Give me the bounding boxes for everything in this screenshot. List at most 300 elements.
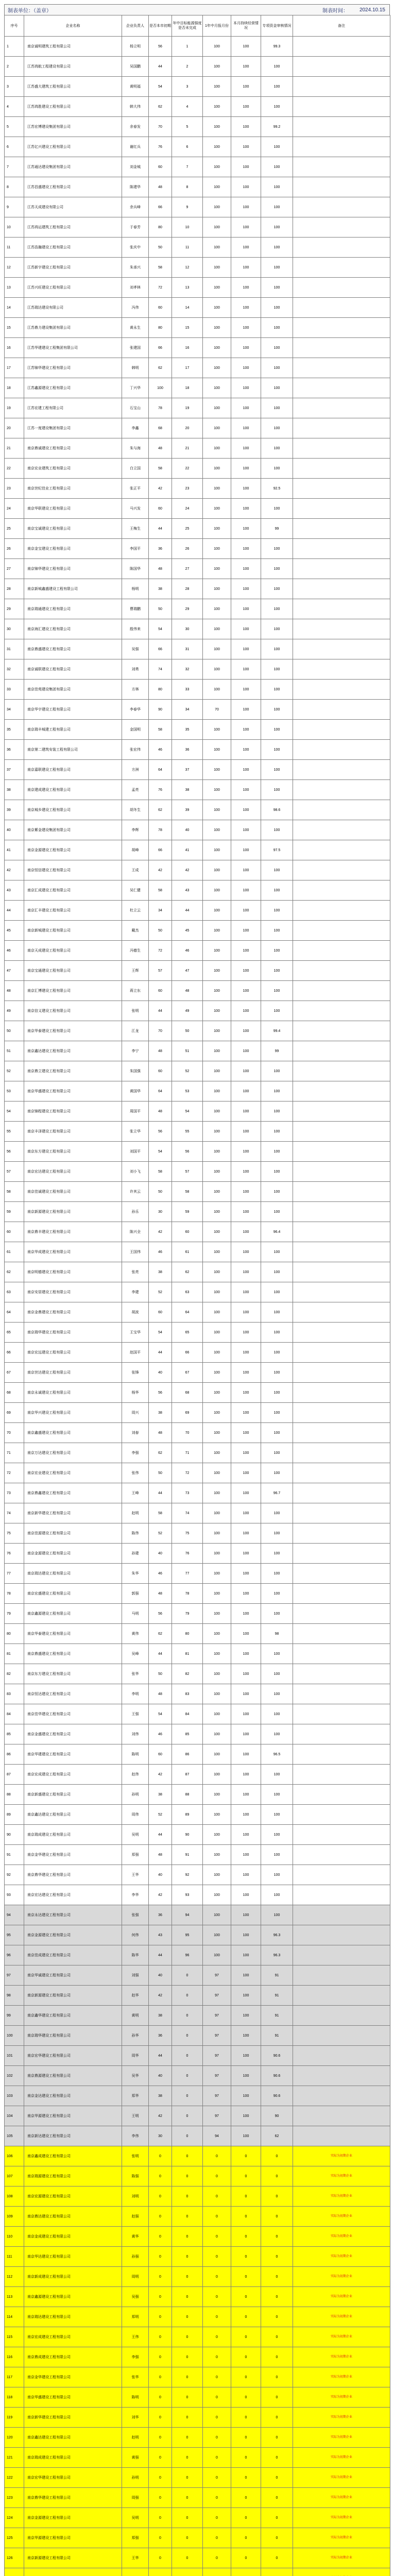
cell-a: 62 <box>149 358 172 378</box>
cell-p: 郑强 <box>122 1845 149 1865</box>
cell-no: 42 <box>5 860 24 880</box>
cell-no: 124 <box>5 2508 24 2528</box>
cell-r: 实际为初期企业 <box>293 2347 390 2367</box>
cell-c: 100 <box>203 37 231 57</box>
table-row <box>5 2387 390 2408</box>
cell-b: 69 <box>172 1403 203 1423</box>
cell-e: 0 <box>261 2166 293 2187</box>
cell-no: 110 <box>5 2227 24 2247</box>
cell-r <box>293 1483 390 1503</box>
table-row <box>5 1845 390 1865</box>
cell-r <box>293 2568 390 2576</box>
cell-c: 100 <box>203 177 231 197</box>
table-row <box>5 1363 390 1383</box>
cell-e: 0 <box>261 2327 293 2347</box>
cell-no: 62 <box>5 1262 24 1282</box>
cell-c: 100 <box>203 720 231 740</box>
table-row <box>5 2448 390 2468</box>
cell-c: 100 <box>203 1744 231 1765</box>
cell-c: 100 <box>203 1403 231 1423</box>
cell-e: 99.4 <box>261 1021 293 1041</box>
cell-a: 90 <box>149 700 172 720</box>
cell-d: 0 <box>231 2448 261 2468</box>
cell-b: 65 <box>172 1323 203 1343</box>
cell-b: 89 <box>172 1805 203 1825</box>
table-row <box>5 720 390 740</box>
table-row <box>5 1282 390 1302</box>
cell-name: 南京佳诚建设工程有限公司 <box>24 1182 122 1202</box>
cell-a: 40 <box>149 1865 172 1885</box>
cell-e: 100 <box>261 298 293 318</box>
table-row <box>5 1021 390 1041</box>
cell-r <box>293 1523 390 1544</box>
cell-c: 100 <box>203 438 231 459</box>
cell-a: 44 <box>149 1945 172 1965</box>
cell-b: 42 <box>172 860 203 880</box>
cell-r: 实际为初期企业 <box>293 2287 390 2307</box>
cell-c: 97 <box>203 2086 231 2106</box>
cell-no: 93 <box>5 1885 24 1905</box>
cell-name: 江苏新宇建设工程有限公司 <box>24 258 122 278</box>
cell-e: 100 <box>261 1383 293 1403</box>
cell-a <box>149 2568 172 2576</box>
cell-b: 95 <box>172 1925 203 1945</box>
cell-r <box>293 117 390 137</box>
cell-p: 陈建华 <box>122 177 149 197</box>
cell-d: 0 <box>231 2307 261 2327</box>
cell-name: 南京新盛建设工程有限公司 <box>24 1785 122 1805</box>
table-row <box>5 1323 390 1343</box>
cell-r <box>293 720 390 740</box>
cell-e: 100 <box>261 1644 293 1664</box>
cell-b: 23 <box>172 479 203 499</box>
cell-p: 陈明 <box>122 2387 149 2408</box>
cell-e: 100 <box>261 1845 293 1865</box>
cell-name: 南京新源建设工程有限公司 <box>24 2548 122 2568</box>
cell-no: 54 <box>5 1101 24 1122</box>
cell-name: 南京华盛建设工程有限公司 <box>24 1081 122 1101</box>
unit-label: 制表单位：（盖章） <box>8 8 52 14</box>
cell-e: 100 <box>261 820 293 840</box>
cell-b: 82 <box>172 1664 203 1684</box>
cell-e: 100 <box>261 1101 293 1122</box>
table-row <box>5 37 390 57</box>
table-row <box>5 1644 390 1664</box>
table-row <box>5 1584 390 1604</box>
cell-c: 100 <box>203 1443 231 1463</box>
cell-a: 0 <box>149 2428 172 2448</box>
cell-c: 94 <box>203 2126 231 2146</box>
cell-c: 100 <box>203 1363 231 1383</box>
cell-p: 张亮 <box>122 1262 149 1282</box>
cell-no: 58 <box>5 1182 24 1202</box>
cell-a: 36 <box>149 2026 172 2046</box>
cell-b: 71 <box>172 1443 203 1463</box>
cell-e: 100 <box>261 318 293 338</box>
cell-name: 江苏华建建设工程集团有限公司 <box>24 338 122 358</box>
cell-c: 100 <box>203 1423 231 1443</box>
cell-c: 100 <box>203 1383 231 1403</box>
cell-c: 0 <box>203 2468 231 2488</box>
table-row <box>5 2187 390 2207</box>
cell-name: 南京鼎鑫建设工程有限公司 <box>24 1483 122 1503</box>
cell-r <box>293 599 390 619</box>
cell-b: 56 <box>172 1142 203 1162</box>
cell-no: 9 <box>5 197 24 217</box>
cell-a: 60 <box>149 499 172 519</box>
cell-d: 100 <box>231 941 261 961</box>
cell-r <box>293 1001 390 1021</box>
table-row <box>5 579 390 599</box>
cell-r <box>293 800 390 820</box>
cell-d: 100 <box>231 1262 261 1282</box>
cell-d: 100 <box>231 1523 261 1544</box>
cell-d: 100 <box>231 499 261 519</box>
cell-no: 126 <box>5 2548 24 2568</box>
cell-no: 44 <box>5 901 24 921</box>
cell-c: 97 <box>203 2066 231 2086</box>
cell-d: 100 <box>231 1584 261 1604</box>
cell-name: 江苏鼎力建设集团有限公司 <box>24 318 122 338</box>
cell-p: 赵明 <box>122 1503 149 1523</box>
cell-e: 100 <box>261 57 293 77</box>
table-row <box>5 1986 390 2006</box>
cell-d: 100 <box>231 177 261 197</box>
cell-r <box>293 1122 390 1142</box>
cell-p: 黄国华 <box>122 1081 149 1101</box>
cell-d: 100 <box>231 1805 261 1825</box>
table-row <box>5 2227 390 2247</box>
table-row <box>5 2166 390 2187</box>
table-row <box>5 358 390 378</box>
cell-b: 28 <box>172 579 203 599</box>
cell-c: 100 <box>203 1945 231 1965</box>
cell-no: 65 <box>5 1323 24 1343</box>
cell-c: 0 <box>203 2367 231 2387</box>
cell-a: 44 <box>149 1001 172 1021</box>
cell-p: 王伟 <box>122 2327 149 2347</box>
cell-no: 34 <box>5 700 24 720</box>
table-row <box>5 2468 390 2488</box>
cell-c: 100 <box>203 1142 231 1162</box>
cell-a: 42 <box>149 860 172 880</box>
cell-c: 100 <box>203 318 231 338</box>
cell-a: 54 <box>149 1704 172 1724</box>
cell-c: 100 <box>203 479 231 499</box>
cell-no: 55 <box>5 1122 24 1142</box>
cell-no: 38 <box>5 780 24 800</box>
cell-r <box>293 1182 390 1202</box>
cell-a: 0 <box>149 2146 172 2166</box>
cell-p: 赵伟 <box>122 1765 149 1785</box>
cell-name: 南京瑞达建设工程有限公司 <box>24 2307 122 2327</box>
cell-d: 100 <box>231 1081 261 1101</box>
cell-a: 38 <box>149 579 172 599</box>
cell-e: 100 <box>261 1182 293 1202</box>
cell-a: 62 <box>149 1624 172 1644</box>
cell-e: 100 <box>261 1463 293 1483</box>
cell-name: 南京东方建设工程有限公司 <box>24 1664 122 1684</box>
cell-p: 李伟 <box>122 2126 149 2146</box>
cell-p: 韩大伟 <box>122 97 149 117</box>
cell-c: 100 <box>203 1523 231 1544</box>
cell-a: 0 <box>149 2488 172 2508</box>
cell-d: 0 <box>231 2146 261 2166</box>
cell-d: 100 <box>231 700 261 720</box>
cell-c: 100 <box>203 1925 231 1945</box>
col-header: 专项资金审核情况 <box>261 15 293 37</box>
cell-no: 19 <box>5 398 24 418</box>
cell-a: 80 <box>149 680 172 700</box>
cell-p: 余春发 <box>122 117 149 137</box>
cell-b: 40 <box>172 820 203 840</box>
cell-p: 杨明 <box>122 579 149 599</box>
cell-p: 吴华 <box>122 2066 149 2086</box>
cell-e: 100 <box>261 1262 293 1282</box>
cell-d: 100 <box>231 579 261 599</box>
cell-name: 江苏鸿胜建设工程有限公司 <box>24 97 122 117</box>
cell-r <box>293 1443 390 1463</box>
cell-a: 48 <box>149 1423 172 1443</box>
cell-d: 100 <box>231 1423 261 1443</box>
cell-d: 100 <box>231 1624 261 1644</box>
cell-r <box>293 2066 390 2086</box>
cell-e: 100 <box>261 1865 293 1885</box>
cell-no: 52 <box>5 1061 24 1081</box>
cell-r <box>293 438 390 459</box>
cell-c: 100 <box>203 197 231 217</box>
cell-c: 0 <box>203 2408 231 2428</box>
cell-d: 100 <box>231 659 261 680</box>
cell-r <box>293 378 390 398</box>
cell-name: 南京锦程建设工程有限公司 <box>24 1101 122 1122</box>
cell-c: 100 <box>203 539 231 559</box>
cell-e: 100 <box>261 238 293 258</box>
cell-d: 100 <box>231 599 261 619</box>
cell-no: 12 <box>5 258 24 278</box>
cell-d: 100 <box>231 137 261 157</box>
cell-no: 28 <box>5 579 24 599</box>
cell-no: 94 <box>5 1905 24 1925</box>
cell-r <box>293 619 390 639</box>
cell-b: 48 <box>172 981 203 1001</box>
cell-e: 100 <box>261 1061 293 1081</box>
cell-p: 王峰 <box>122 1483 149 1503</box>
cell-p: 周伟 <box>122 1805 149 1825</box>
cell-b: 67 <box>172 1363 203 1383</box>
cell-name: 南京金源建设工程有限公司 <box>24 2508 122 2528</box>
cell-no: 48 <box>5 981 24 1001</box>
table-row <box>5 157 390 177</box>
cell-name: 南京新城鑫盛建设工程有限公司 <box>24 579 122 599</box>
cell-name: 南京鑫达建设工程有限公司 <box>24 2428 122 2448</box>
cell-c: 100 <box>203 157 231 177</box>
cell-d: 100 <box>231 1704 261 1724</box>
cell-p: 刘伟 <box>122 1724 149 1744</box>
cell-r <box>293 639 390 659</box>
cell-e: 100 <box>261 358 293 378</box>
cell-p: 孙建 <box>122 1544 149 1564</box>
cell-a: 44 <box>149 1644 172 1664</box>
cell-c: 100 <box>203 1061 231 1081</box>
cell-b: 60 <box>172 1222 203 1242</box>
spreadsheet <box>4 4 390 2576</box>
cell-r <box>293 559 390 579</box>
table-row <box>5 1965 390 1986</box>
cell-d: 100 <box>231 459 261 479</box>
cell-r <box>293 1202 390 1222</box>
cell-e: 100 <box>261 760 293 780</box>
cell-no: 3 <box>5 77 24 97</box>
cell-c: 100 <box>203 1162 231 1182</box>
cell-r: 实际为初期企业 <box>293 2367 390 2387</box>
cell-no: 24 <box>5 499 24 519</box>
cell-no: 7 <box>5 157 24 177</box>
cell-no: 123 <box>5 2488 24 2508</box>
cell-name: 江苏鸿运建筑工程有限公司 <box>24 217 122 238</box>
cell-e: 0 <box>261 2488 293 2508</box>
cell-a: 0 <box>149 2207 172 2227</box>
cell-p: 谢红兵 <box>122 137 149 157</box>
cell-no: 104 <box>5 2106 24 2126</box>
cell-name: 江苏通达建设集团有限公司 <box>24 157 122 177</box>
cell-c: 100 <box>203 1483 231 1503</box>
cell-no: 8 <box>5 177 24 197</box>
table-row <box>5 479 390 499</box>
cell-e: 90.6 <box>261 2046 293 2066</box>
cell-c: 100 <box>203 981 231 1001</box>
cell-d: 100 <box>231 298 261 318</box>
cell-name: 南京宏远建设工程有限公司 <box>24 1343 122 1363</box>
cell-d: 0 <box>231 2267 261 2287</box>
table-row <box>5 1503 390 1523</box>
cell-e: 100 <box>261 398 293 418</box>
cell-name: 南京华成建设工程有限公司 <box>24 1242 122 1262</box>
cell-r: 实际为初期企业 <box>293 2327 390 2347</box>
table-row <box>5 1081 390 1101</box>
cell-p: 张宏伟 <box>122 740 149 760</box>
cell-c: 100 <box>203 1724 231 1744</box>
cell-d: 100 <box>231 378 261 398</box>
cell-no: 113 <box>5 2287 24 2307</box>
cell-a: 40 <box>149 1965 172 1986</box>
cell-c: 100 <box>203 1021 231 1041</box>
cell-no: 91 <box>5 1845 24 1865</box>
cell-d: 100 <box>231 418 261 438</box>
cell-no: 73 <box>5 1483 24 1503</box>
cell-d: 0 <box>231 2347 261 2367</box>
cell-d: 100 <box>231 1483 261 1503</box>
cell-r <box>293 961 390 981</box>
cell-d: 0 <box>231 2367 261 2387</box>
cell-p: 曹瑞鹏 <box>122 599 149 619</box>
cell-p: 朱国强 <box>122 1061 149 1081</box>
cell-e: 100 <box>261 780 293 800</box>
cell-p: 张正平 <box>122 479 149 499</box>
cell-e <box>261 2568 293 2576</box>
cell-r: 实际为初期企业 <box>293 2488 390 2508</box>
cell-d: 100 <box>231 1564 261 1584</box>
table-row <box>5 1885 390 1905</box>
cell-r <box>293 1805 390 1825</box>
cell-name: 南京鑫达建设工程有限公司 <box>24 1041 122 1061</box>
cell-a: 64 <box>149 1081 172 1101</box>
cell-name: 南京宝诚建设工程有限公司 <box>24 519 122 539</box>
cell-p: 金国明 <box>122 720 149 740</box>
cell-r <box>293 1865 390 1885</box>
cell-b: 53 <box>172 1081 203 1101</box>
cell-name: 南京汇丰建设工程有限公司 <box>24 901 122 921</box>
cell-d: 100 <box>231 840 261 860</box>
cell-d: 100 <box>231 1302 261 1323</box>
cell-e: 100 <box>261 1443 293 1463</box>
cell-a: 0 <box>149 2548 172 2568</box>
cell-p: 周国平 <box>122 1101 149 1122</box>
cell-name: 南京紫金建设集团有限公司 <box>24 820 122 840</box>
cell-r <box>293 1343 390 1363</box>
cell-c: 0 <box>203 2548 231 2568</box>
cell-b: 36 <box>172 740 203 760</box>
table-date: 2024.10.15 <box>359 7 385 13</box>
cell-d: 100 <box>231 1363 261 1383</box>
cell-d: 100 <box>231 1323 261 1343</box>
table-body <box>5 37 390 2576</box>
table-row <box>5 1684 390 1704</box>
cell-p: 吴峰 <box>122 1644 149 1664</box>
cell-e: 90 <box>261 2106 293 2126</box>
cell-d: 0 <box>231 2287 261 2307</box>
time-label: 制表时间： <box>322 8 348 14</box>
cell-a: 66 <box>149 639 172 659</box>
cell-name: 江苏一度建设集团有限公司 <box>24 418 122 438</box>
cell-c: 100 <box>203 1101 231 1122</box>
table-row <box>5 97 390 117</box>
header-row <box>5 15 390 37</box>
cell-r <box>293 2086 390 2106</box>
table-row <box>5 2347 390 2367</box>
cell-r <box>293 1041 390 1061</box>
cell-d: 100 <box>231 2126 261 2146</box>
cell-a: 60 <box>149 1061 172 1081</box>
cell-e: 100 <box>261 97 293 117</box>
cell-a: 52 <box>149 1523 172 1544</box>
cell-no: 72 <box>5 1463 24 1483</box>
table-row <box>5 1945 390 1965</box>
cell-a: 44 <box>149 519 172 539</box>
cell-r <box>293 1724 390 1744</box>
cell-b: 64 <box>172 1302 203 1323</box>
cell-d: 100 <box>231 318 261 338</box>
cell-a: 57 <box>149 961 172 981</box>
cell-d: 100 <box>231 57 261 77</box>
cell-d: 100 <box>231 1041 261 1061</box>
table-row <box>5 2488 390 2508</box>
cell-e: 100 <box>261 901 293 921</box>
cell-a: 100 <box>149 378 172 398</box>
cell-d: 100 <box>231 800 261 820</box>
table-row <box>5 1101 390 1122</box>
cell-a: 60 <box>149 1744 172 1765</box>
cell-c: 100 <box>203 77 231 97</box>
cell-a: 70 <box>149 1021 172 1041</box>
table-row <box>5 57 390 77</box>
cell-no: 120 <box>5 2428 24 2448</box>
table-row <box>5 278 390 298</box>
cell-e: 100 <box>261 1242 293 1262</box>
cell-p: 王强 <box>122 1704 149 1724</box>
table-row <box>5 1925 390 1945</box>
cell-b: 16 <box>172 338 203 358</box>
